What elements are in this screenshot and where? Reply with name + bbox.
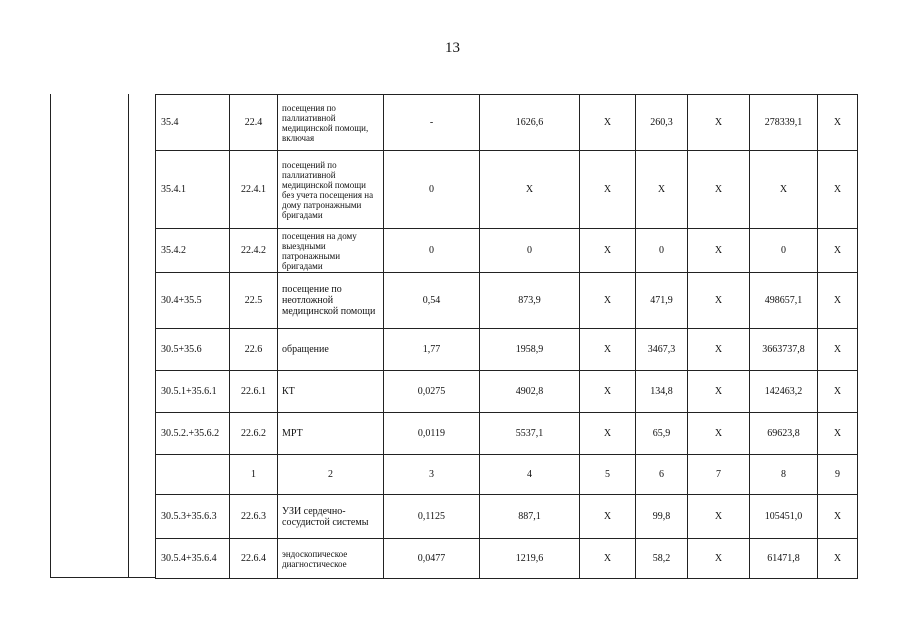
cell-col8: 0 [750, 229, 818, 273]
cell-col7: X [688, 413, 750, 455]
row-subcode: 22.4.2 [230, 229, 278, 273]
row-subcode: 22.4.1 [230, 151, 278, 229]
cell-col6: 99,8 [636, 495, 688, 539]
cell-col5: X [580, 95, 636, 151]
cell-col7: X [688, 495, 750, 539]
row-code: 30.4+35.5 [156, 273, 230, 329]
cell-col4: 887,1 [480, 495, 580, 539]
table-row [156, 151, 858, 229]
cell-col6: 260,3 [636, 95, 688, 151]
cell-col9: X [818, 539, 858, 579]
cell-col7: X [688, 95, 750, 151]
row-code: 30.5.1+35.6.1 [156, 371, 230, 413]
cell-col3: 0,1125 [384, 495, 480, 539]
table-row [156, 95, 858, 151]
row-subcode: 22.6.4 [230, 539, 278, 579]
table-row [156, 495, 858, 539]
row-code: 35.4 [156, 95, 230, 151]
page-number: 13 [445, 40, 460, 56]
cell-col4: 4 [480, 455, 580, 495]
cell-col8: X [750, 151, 818, 229]
cell-col5: X [580, 371, 636, 413]
cell-col6: 6 [636, 455, 688, 495]
row-subcode: 22.4 [230, 95, 278, 151]
cell-col3: - [384, 95, 480, 151]
cell-col3: 0,0119 [384, 413, 480, 455]
cell-col9: X [818, 495, 858, 539]
cell-col5: X [580, 329, 636, 371]
row-code: 35.4.2 [156, 229, 230, 273]
cell-col6: 134,8 [636, 371, 688, 413]
cell-col3: 1,77 [384, 329, 480, 371]
cell-col6: 65,9 [636, 413, 688, 455]
cell-col8: 278339,1 [750, 95, 818, 151]
cell-col9: X [818, 95, 858, 151]
cell-col3: 0,0275 [384, 371, 480, 413]
row-code: 30.5+35.6 [156, 329, 230, 371]
cell-col9: X [818, 371, 858, 413]
table-row [156, 273, 858, 329]
table-row [156, 329, 858, 371]
cell-col4: 1626,6 [480, 95, 580, 151]
table-row [156, 229, 858, 273]
cell-col7: X [688, 151, 750, 229]
cell-col8: 3663737,8 [750, 329, 818, 371]
cell-col4: 873,9 [480, 273, 580, 329]
table-row [156, 371, 858, 413]
cell-col9: X [818, 413, 858, 455]
cell-col8: 61471,8 [750, 539, 818, 579]
cell-col5: X [580, 413, 636, 455]
inner-border-line [128, 94, 129, 578]
cell-col8: 498657,1 [750, 273, 818, 329]
row-description: посещения по паллиативной медицинской помощи, включая [278, 95, 384, 151]
row-description: обращение [278, 329, 384, 371]
cell-col8: 105451,0 [750, 495, 818, 539]
cell-col7: 7 [688, 455, 750, 495]
row-subcode: 22.6.1 [230, 371, 278, 413]
cell-col6: 0 [636, 229, 688, 273]
column-number-row [156, 455, 858, 495]
cell-col9: X [818, 151, 858, 229]
cell-col7: X [688, 539, 750, 579]
table-row [156, 413, 858, 455]
cell-col7: X [688, 371, 750, 413]
cell-col4: 0 [480, 229, 580, 273]
cell-col7: X [688, 329, 750, 371]
row-description: посещения на дому выездными патронажными бригадами [278, 229, 384, 273]
row-description: УЗИ сердечно-сосудистой системы [278, 495, 384, 539]
table-row [156, 539, 858, 579]
cell-col7: X [688, 229, 750, 273]
cell-col3: 0 [384, 229, 480, 273]
bottom-left-rule [50, 577, 155, 578]
cell-col4: 5537,1 [480, 413, 580, 455]
row-code: 30.5.4+35.6.4 [156, 539, 230, 579]
row-description: посещений по паллиативной медицинской помощи без учета посещения на дому патронажными бригадами [278, 151, 384, 229]
left-border-line [50, 94, 51, 578]
cell-col6: 471,9 [636, 273, 688, 329]
row-subcode: 22.6.2 [230, 413, 278, 455]
row-code: 35.4.1 [156, 151, 230, 229]
cell-col5: 5 [580, 455, 636, 495]
cell-col4: 1958,9 [480, 329, 580, 371]
cell-col8: 69623,8 [750, 413, 818, 455]
cell-col9: X [818, 273, 858, 329]
data-table [155, 94, 858, 579]
row-code: 30.5.3+35.6.3 [156, 495, 230, 539]
row-description: эндоскопическое диагностическое [278, 539, 384, 579]
cell-col4: X [480, 151, 580, 229]
cell-col5: X [580, 229, 636, 273]
cell-col9: X [818, 329, 858, 371]
cell-col8: 142463,2 [750, 371, 818, 413]
row-subcode: 1 [230, 455, 278, 495]
row-description: КТ [278, 371, 384, 413]
cell-col6: 3467,3 [636, 329, 688, 371]
cell-col8: 8 [750, 455, 818, 495]
cell-col7: X [688, 273, 750, 329]
row-code: 30.5.2.+35.6.2 [156, 413, 230, 455]
cell-col6: X [636, 151, 688, 229]
cell-col5: X [580, 495, 636, 539]
cell-col5: X [580, 539, 636, 579]
row-code [156, 455, 230, 495]
row-description: 2 [278, 455, 384, 495]
cell-col5: X [580, 151, 636, 229]
row-subcode: 22.6.3 [230, 495, 278, 539]
cell-col6: 58,2 [636, 539, 688, 579]
cell-col3: 0 [384, 151, 480, 229]
cell-col9: X [818, 229, 858, 273]
cell-col5: X [580, 273, 636, 329]
cell-col3: 0,54 [384, 273, 480, 329]
cell-col3: 0,0477 [384, 539, 480, 579]
cell-col3: 3 [384, 455, 480, 495]
cell-col4: 1219,6 [480, 539, 580, 579]
cell-col9: 9 [818, 455, 858, 495]
row-description: посещение по неотложной медицинской помощи [278, 273, 384, 329]
row-subcode: 22.5 [230, 273, 278, 329]
cell-col4: 4902,8 [480, 371, 580, 413]
table-body [156, 95, 858, 579]
row-description: МРТ [278, 413, 384, 455]
row-subcode: 22.6 [230, 329, 278, 371]
